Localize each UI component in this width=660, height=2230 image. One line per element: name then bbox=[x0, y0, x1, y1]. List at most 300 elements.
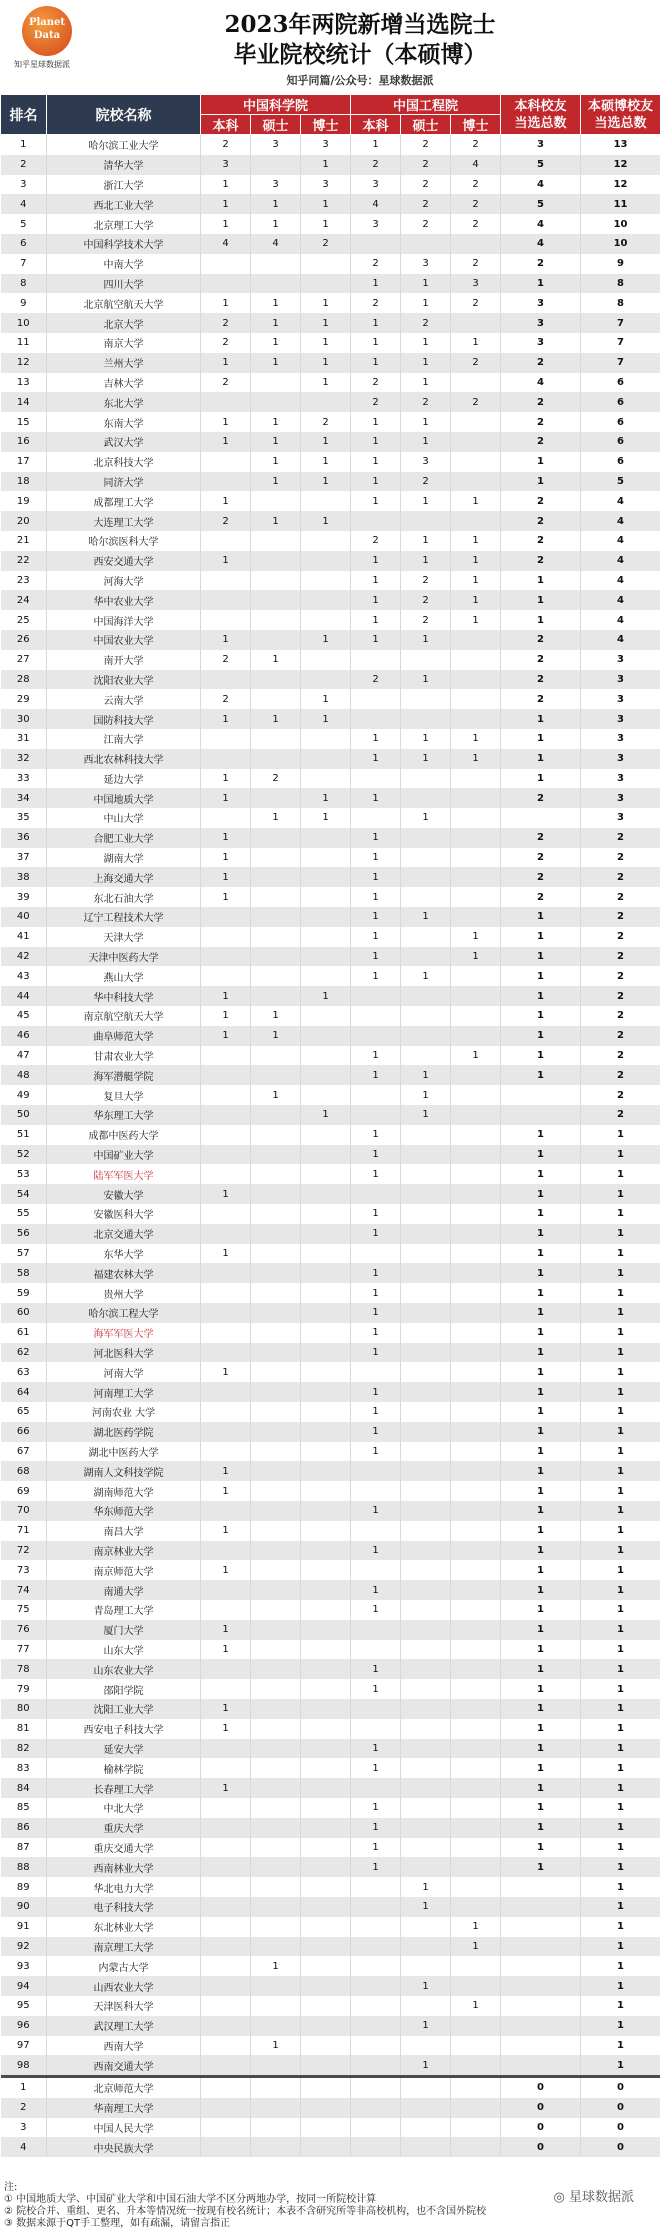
count-cell bbox=[401, 1164, 451, 1184]
school-cell: 武汉大学 bbox=[47, 432, 201, 452]
table-row bbox=[1, 867, 660, 887]
count-cell: 1 bbox=[401, 491, 451, 511]
rank-cell: 62 bbox=[1, 1343, 47, 1363]
table-row bbox=[1, 1184, 660, 1204]
table-row bbox=[1, 1125, 660, 1145]
school-cell: 曲阜师范大学 bbox=[47, 1026, 201, 1046]
count-cell: 1 bbox=[351, 1065, 401, 1085]
count-cell: 1 bbox=[201, 1461, 251, 1481]
count-cell bbox=[201, 1085, 251, 1105]
count-cell bbox=[301, 1719, 351, 1739]
count-cell: 12 bbox=[581, 155, 660, 175]
count-cell: 2 bbox=[401, 214, 451, 234]
count-cell bbox=[401, 1838, 451, 1858]
count-cell: 1 bbox=[581, 1758, 660, 1778]
count-cell bbox=[251, 1263, 301, 1283]
count-cell bbox=[451, 709, 501, 729]
count-cell bbox=[301, 1877, 351, 1897]
count-cell: 1 bbox=[251, 452, 301, 472]
count-cell: 1 bbox=[251, 333, 301, 353]
rank-cell: 64 bbox=[1, 1382, 47, 1402]
rank-cell: 37 bbox=[1, 848, 47, 868]
count-cell: 2 bbox=[581, 986, 660, 1006]
count-cell: 1 bbox=[301, 333, 351, 353]
count-cell: 2 bbox=[581, 848, 660, 868]
count-cell: 2 bbox=[401, 155, 451, 175]
count-cell bbox=[251, 1501, 301, 1521]
count-cell bbox=[301, 491, 351, 511]
count-cell: 1 bbox=[201, 412, 251, 432]
count-cell bbox=[201, 966, 251, 986]
school-cell: 河北医科大学 bbox=[47, 1343, 201, 1363]
rank-cell: 29 bbox=[1, 689, 47, 709]
count-cell: 3 bbox=[581, 808, 660, 828]
count-cell: 1 bbox=[201, 1244, 251, 1264]
page-subtitle: 知乎同篇/公众号：星球数据派 bbox=[120, 72, 600, 88]
count-cell: 1 bbox=[451, 1917, 501, 1937]
header-rank: 排名 bbox=[1, 95, 47, 135]
count-cell: 3 bbox=[581, 749, 660, 769]
count-cell: 1 bbox=[351, 491, 401, 511]
count-cell bbox=[401, 1362, 451, 1382]
count-cell bbox=[251, 1184, 301, 1204]
count-cell: 4 bbox=[251, 234, 301, 254]
count-cell: 1 bbox=[351, 729, 401, 749]
rank-cell: 60 bbox=[1, 1303, 47, 1323]
count-cell bbox=[451, 452, 501, 472]
count-cell: 2 bbox=[581, 927, 660, 947]
count-cell: 1 bbox=[401, 1877, 451, 1897]
count-cell bbox=[251, 907, 301, 927]
rank-cell: 13 bbox=[1, 373, 47, 393]
count-cell: 1 bbox=[451, 947, 501, 967]
count-cell bbox=[301, 551, 351, 571]
count-cell: 2 bbox=[351, 392, 401, 412]
count-cell bbox=[251, 1976, 301, 1996]
school-cell: 山东农业大学 bbox=[47, 1659, 201, 1679]
count-cell bbox=[301, 1778, 351, 1798]
count-cell: 1 bbox=[581, 1838, 660, 1858]
count-cell bbox=[351, 2016, 401, 2036]
table-row bbox=[1, 986, 660, 1006]
count-cell bbox=[251, 1362, 301, 1382]
count-cell bbox=[301, 2055, 351, 2075]
count-cell: 1 bbox=[581, 1640, 660, 1660]
count-cell: 1 bbox=[351, 1679, 401, 1699]
count-cell bbox=[351, 1976, 401, 1996]
count-cell bbox=[401, 1006, 451, 1026]
count-cell bbox=[451, 1184, 501, 1204]
count-cell bbox=[301, 1026, 351, 1046]
count-cell bbox=[301, 1145, 351, 1165]
count-cell: 8 bbox=[581, 293, 660, 313]
count-cell: 1 bbox=[301, 472, 351, 492]
count-cell: 1 bbox=[451, 610, 501, 630]
count-cell: 2 bbox=[501, 353, 581, 373]
count-cell bbox=[201, 1897, 251, 1917]
school-cell: 厦门大学 bbox=[47, 1620, 201, 1640]
count-cell bbox=[251, 1224, 301, 1244]
count-cell bbox=[201, 1263, 251, 1283]
school-cell: 南京航空航天大学 bbox=[47, 1006, 201, 1026]
count-cell bbox=[251, 1560, 301, 1580]
count-cell: 1 bbox=[581, 1580, 660, 1600]
count-cell: 1 bbox=[501, 1283, 581, 1303]
count-cell bbox=[401, 927, 451, 947]
count-cell bbox=[301, 2137, 351, 2157]
count-cell bbox=[401, 947, 451, 967]
school-cell: 大连理工大学 bbox=[47, 511, 201, 531]
count-cell bbox=[201, 392, 251, 412]
rank-cell: 84 bbox=[1, 1778, 47, 1798]
count-cell bbox=[351, 1877, 401, 1897]
count-cell bbox=[251, 491, 301, 511]
school-cell: 安徽大学 bbox=[47, 1184, 201, 1204]
count-cell bbox=[201, 2137, 251, 2157]
count-cell bbox=[351, 1640, 401, 1660]
count-cell: 2 bbox=[401, 175, 451, 195]
school-cell: 重庆交通大学 bbox=[47, 1838, 201, 1858]
count-cell bbox=[351, 1897, 401, 1917]
count-cell bbox=[451, 1164, 501, 1184]
count-cell: 1 bbox=[501, 1145, 581, 1165]
count-cell: 2 bbox=[351, 155, 401, 175]
rank-cell: 38 bbox=[1, 867, 47, 887]
count-cell bbox=[201, 947, 251, 967]
logo-side-text: 知乎星球数据派 bbox=[14, 60, 90, 70]
count-cell: 1 bbox=[201, 1184, 251, 1204]
count-cell: 1 bbox=[251, 412, 301, 432]
count-cell bbox=[251, 1422, 301, 1442]
count-cell bbox=[451, 1145, 501, 1165]
count-cell: 6 bbox=[581, 392, 660, 412]
count-cell bbox=[401, 1739, 451, 1759]
count-cell bbox=[301, 1838, 351, 1858]
count-cell: 10 bbox=[581, 234, 660, 254]
count-cell: 3 bbox=[401, 452, 451, 472]
count-cell bbox=[251, 1105, 301, 1125]
count-cell bbox=[301, 1976, 351, 1996]
count-cell bbox=[451, 630, 501, 650]
count-cell bbox=[301, 1164, 351, 1184]
count-cell bbox=[401, 769, 451, 789]
count-cell bbox=[351, 2137, 401, 2157]
count-cell bbox=[301, 1224, 351, 1244]
count-cell: 1 bbox=[201, 1521, 251, 1541]
count-cell bbox=[401, 1382, 451, 1402]
count-cell bbox=[301, 1402, 351, 1422]
count-cell bbox=[401, 848, 451, 868]
count-cell: 1 bbox=[501, 1679, 581, 1699]
count-cell bbox=[451, 1838, 501, 1858]
count-cell: 3 bbox=[251, 175, 301, 195]
rank-cell: 9 bbox=[1, 293, 47, 313]
count-cell: 1 bbox=[201, 1006, 251, 1026]
school-cell: 中北大学 bbox=[47, 1798, 201, 1818]
rank-cell: 24 bbox=[1, 590, 47, 610]
table-row bbox=[1, 175, 660, 195]
count-cell bbox=[501, 1105, 581, 1125]
count-cell bbox=[401, 1422, 451, 1442]
count-cell: 1 bbox=[401, 432, 451, 452]
count-cell bbox=[401, 1026, 451, 1046]
count-cell: 1 bbox=[501, 1263, 581, 1283]
count-cell: 1 bbox=[501, 986, 581, 1006]
rank-cell: 23 bbox=[1, 571, 47, 591]
count-cell: 1 bbox=[301, 353, 351, 373]
count-cell bbox=[451, 1402, 501, 1422]
count-cell: 2 bbox=[351, 531, 401, 551]
count-cell: 2 bbox=[501, 551, 581, 571]
count-cell: 1 bbox=[501, 1481, 581, 1501]
count-cell: 1 bbox=[581, 1976, 660, 1996]
count-cell: 4 bbox=[451, 155, 501, 175]
count-cell: 1 bbox=[501, 1125, 581, 1145]
count-cell: 1 bbox=[201, 551, 251, 571]
count-cell: 5 bbox=[501, 194, 581, 214]
count-cell bbox=[401, 986, 451, 1006]
table-row bbox=[1, 1481, 660, 1501]
logo-text-bottom: Data bbox=[22, 29, 72, 42]
table-row bbox=[1, 313, 660, 333]
count-cell bbox=[251, 1442, 301, 1462]
count-cell: 6 bbox=[581, 412, 660, 432]
count-cell: 4 bbox=[501, 373, 581, 393]
count-cell bbox=[351, 1956, 401, 1976]
school-cell: 河南理工大学 bbox=[47, 1382, 201, 1402]
count-cell bbox=[251, 1719, 301, 1739]
count-cell: 2 bbox=[451, 214, 501, 234]
count-cell: 1 bbox=[501, 1362, 581, 1382]
rank-cell: 75 bbox=[1, 1600, 47, 1620]
count-cell: 1 bbox=[251, 472, 301, 492]
count-cell bbox=[451, 1541, 501, 1561]
table-row bbox=[1, 1263, 660, 1283]
table-row bbox=[1, 590, 660, 610]
count-cell: 1 bbox=[351, 590, 401, 610]
school-cell: 上海交通大学 bbox=[47, 867, 201, 887]
school-cell: 北京理工大学 bbox=[47, 214, 201, 234]
count-cell: 4 bbox=[501, 175, 581, 195]
count-cell bbox=[351, 709, 401, 729]
count-cell bbox=[301, 1996, 351, 2016]
table-row bbox=[1, 729, 660, 749]
count-cell: 1 bbox=[581, 1521, 660, 1541]
count-cell: 2 bbox=[451, 353, 501, 373]
count-cell: 2 bbox=[581, 907, 660, 927]
count-cell: 1 bbox=[201, 1560, 251, 1580]
count-cell: 1 bbox=[501, 1659, 581, 1679]
count-cell bbox=[201, 1164, 251, 1184]
count-cell bbox=[301, 1046, 351, 1066]
count-cell: 2 bbox=[301, 412, 351, 432]
note-3: ③ 数据来源于QT手工整理，如有疏漏，请留言指正 bbox=[0, 2218, 660, 2230]
count-cell: 1 bbox=[501, 1778, 581, 1798]
count-cell: 1 bbox=[201, 1699, 251, 1719]
count-cell: 2 bbox=[581, 828, 660, 848]
count-cell: 1 bbox=[201, 1481, 251, 1501]
count-cell: 1 bbox=[581, 1501, 660, 1521]
count-cell bbox=[201, 472, 251, 492]
count-cell: 2 bbox=[501, 511, 581, 531]
count-cell: 2 bbox=[201, 333, 251, 353]
count-cell bbox=[251, 1917, 301, 1937]
school-cell: 中国海洋大学 bbox=[47, 610, 201, 630]
count-cell bbox=[251, 1303, 301, 1323]
count-cell bbox=[301, 1857, 351, 1877]
table-row bbox=[1, 966, 660, 986]
count-cell bbox=[501, 1956, 581, 1976]
count-cell: 1 bbox=[351, 1224, 401, 1244]
count-cell: 1 bbox=[581, 1382, 660, 1402]
count-cell bbox=[251, 373, 301, 393]
rank-cell: 81 bbox=[1, 1719, 47, 1739]
count-cell bbox=[351, 1184, 401, 1204]
count-cell: 1 bbox=[501, 1719, 581, 1739]
count-cell bbox=[401, 689, 451, 709]
count-cell bbox=[401, 1600, 451, 1620]
count-cell: 1 bbox=[351, 1323, 401, 1343]
count-cell: 2 bbox=[401, 610, 451, 630]
count-cell: 1 bbox=[201, 194, 251, 214]
count-cell: 6 bbox=[581, 452, 660, 472]
rank-cell: 67 bbox=[1, 1442, 47, 1462]
count-cell: 4 bbox=[581, 590, 660, 610]
header-cae-bachelor: 本科 bbox=[351, 115, 401, 135]
count-cell bbox=[251, 927, 301, 947]
page-header bbox=[0, 0, 660, 92]
school-cell: 中国农业大学 bbox=[47, 630, 201, 650]
count-cell bbox=[251, 2055, 301, 2075]
count-cell bbox=[201, 1679, 251, 1699]
table-row bbox=[1, 1560, 660, 1580]
count-cell bbox=[251, 1521, 301, 1541]
count-cell: 3 bbox=[501, 135, 581, 155]
count-cell bbox=[201, 729, 251, 749]
count-cell bbox=[301, 610, 351, 630]
count-cell: 1 bbox=[581, 1263, 660, 1283]
wechat-icon: ◎ bbox=[554, 2190, 569, 2205]
rank-cell: 79 bbox=[1, 1679, 47, 1699]
count-cell: 1 bbox=[401, 333, 451, 353]
count-cell bbox=[201, 254, 251, 274]
count-cell: 7 bbox=[581, 313, 660, 333]
count-cell bbox=[201, 1739, 251, 1759]
rank-cell: 10 bbox=[1, 313, 47, 333]
planet-data-logo-icon bbox=[22, 6, 72, 56]
header-ug-total-line1: 本科校友 bbox=[515, 99, 567, 114]
count-cell bbox=[201, 1382, 251, 1402]
count-cell bbox=[251, 1897, 301, 1917]
count-cell bbox=[201, 2118, 251, 2138]
count-cell: 1 bbox=[501, 1323, 581, 1343]
count-cell: 1 bbox=[581, 2016, 660, 2036]
count-cell bbox=[451, 432, 501, 452]
count-cell bbox=[251, 670, 301, 690]
table-row bbox=[1, 1362, 660, 1382]
count-cell: 1 bbox=[201, 828, 251, 848]
rank-cell: 2 bbox=[1, 155, 47, 175]
table-row bbox=[1, 1758, 660, 1778]
count-cell bbox=[451, 1006, 501, 1026]
count-cell bbox=[501, 1085, 581, 1105]
count-cell: 1 bbox=[581, 1164, 660, 1184]
count-cell bbox=[251, 1283, 301, 1303]
count-cell bbox=[351, 1937, 401, 1957]
count-cell bbox=[251, 1323, 301, 1343]
count-cell bbox=[251, 1818, 301, 1838]
rank-cell: 16 bbox=[1, 432, 47, 452]
count-cell: 2 bbox=[401, 590, 451, 610]
table-row bbox=[1, 1303, 660, 1323]
count-cell bbox=[251, 1699, 301, 1719]
count-cell bbox=[401, 2118, 451, 2138]
table-row bbox=[1, 1145, 660, 1165]
count-cell bbox=[501, 2016, 581, 2036]
count-cell: 5 bbox=[501, 155, 581, 175]
rank-cell: 85 bbox=[1, 1798, 47, 1818]
count-cell bbox=[401, 1620, 451, 1640]
table-row bbox=[1, 1501, 660, 1521]
count-cell: 1 bbox=[251, 313, 301, 333]
rank-cell: 2 bbox=[1, 2098, 47, 2118]
count-cell bbox=[201, 1065, 251, 1085]
count-cell: 3 bbox=[301, 135, 351, 155]
rank-cell: 18 bbox=[1, 472, 47, 492]
count-cell: 2 bbox=[501, 670, 581, 690]
count-cell: 1 bbox=[401, 907, 451, 927]
academician-table bbox=[0, 94, 660, 2157]
school-cell: 陆军军医大学 bbox=[47, 1164, 201, 1184]
count-cell: 2 bbox=[501, 828, 581, 848]
table-row bbox=[1, 769, 660, 789]
count-cell bbox=[451, 966, 501, 986]
rank-cell: 82 bbox=[1, 1739, 47, 1759]
count-cell bbox=[401, 511, 451, 531]
count-cell bbox=[301, 1580, 351, 1600]
count-cell bbox=[351, 689, 401, 709]
count-cell bbox=[501, 1897, 581, 1917]
count-cell bbox=[251, 2016, 301, 2036]
count-cell bbox=[351, 2078, 401, 2098]
count-cell bbox=[251, 1659, 301, 1679]
header-school: 院校名称 bbox=[47, 95, 201, 135]
count-cell bbox=[301, 828, 351, 848]
school-cell: 东华大学 bbox=[47, 1244, 201, 1264]
count-cell bbox=[201, 2055, 251, 2075]
table-row bbox=[1, 1917, 660, 1937]
rank-cell: 65 bbox=[1, 1402, 47, 1422]
count-cell bbox=[301, 2098, 351, 2118]
table-row bbox=[1, 511, 660, 531]
count-cell bbox=[451, 1343, 501, 1363]
count-cell: 1 bbox=[501, 1382, 581, 1402]
header-cas-bachelor: 本科 bbox=[201, 115, 251, 135]
count-cell: 1 bbox=[581, 1857, 660, 1877]
rank-cell: 57 bbox=[1, 1244, 47, 1264]
count-cell: 1 bbox=[451, 590, 501, 610]
rank-cell: 51 bbox=[1, 1125, 47, 1145]
table-row bbox=[1, 1422, 660, 1442]
table-row bbox=[1, 194, 660, 214]
table-row bbox=[1, 1857, 660, 1877]
school-cell: 华东理工大学 bbox=[47, 1105, 201, 1125]
count-cell: 2 bbox=[501, 788, 581, 808]
rank-cell: 35 bbox=[1, 808, 47, 828]
count-cell bbox=[451, 2098, 501, 2118]
count-cell: 1 bbox=[351, 927, 401, 947]
rank-cell: 96 bbox=[1, 2016, 47, 2036]
